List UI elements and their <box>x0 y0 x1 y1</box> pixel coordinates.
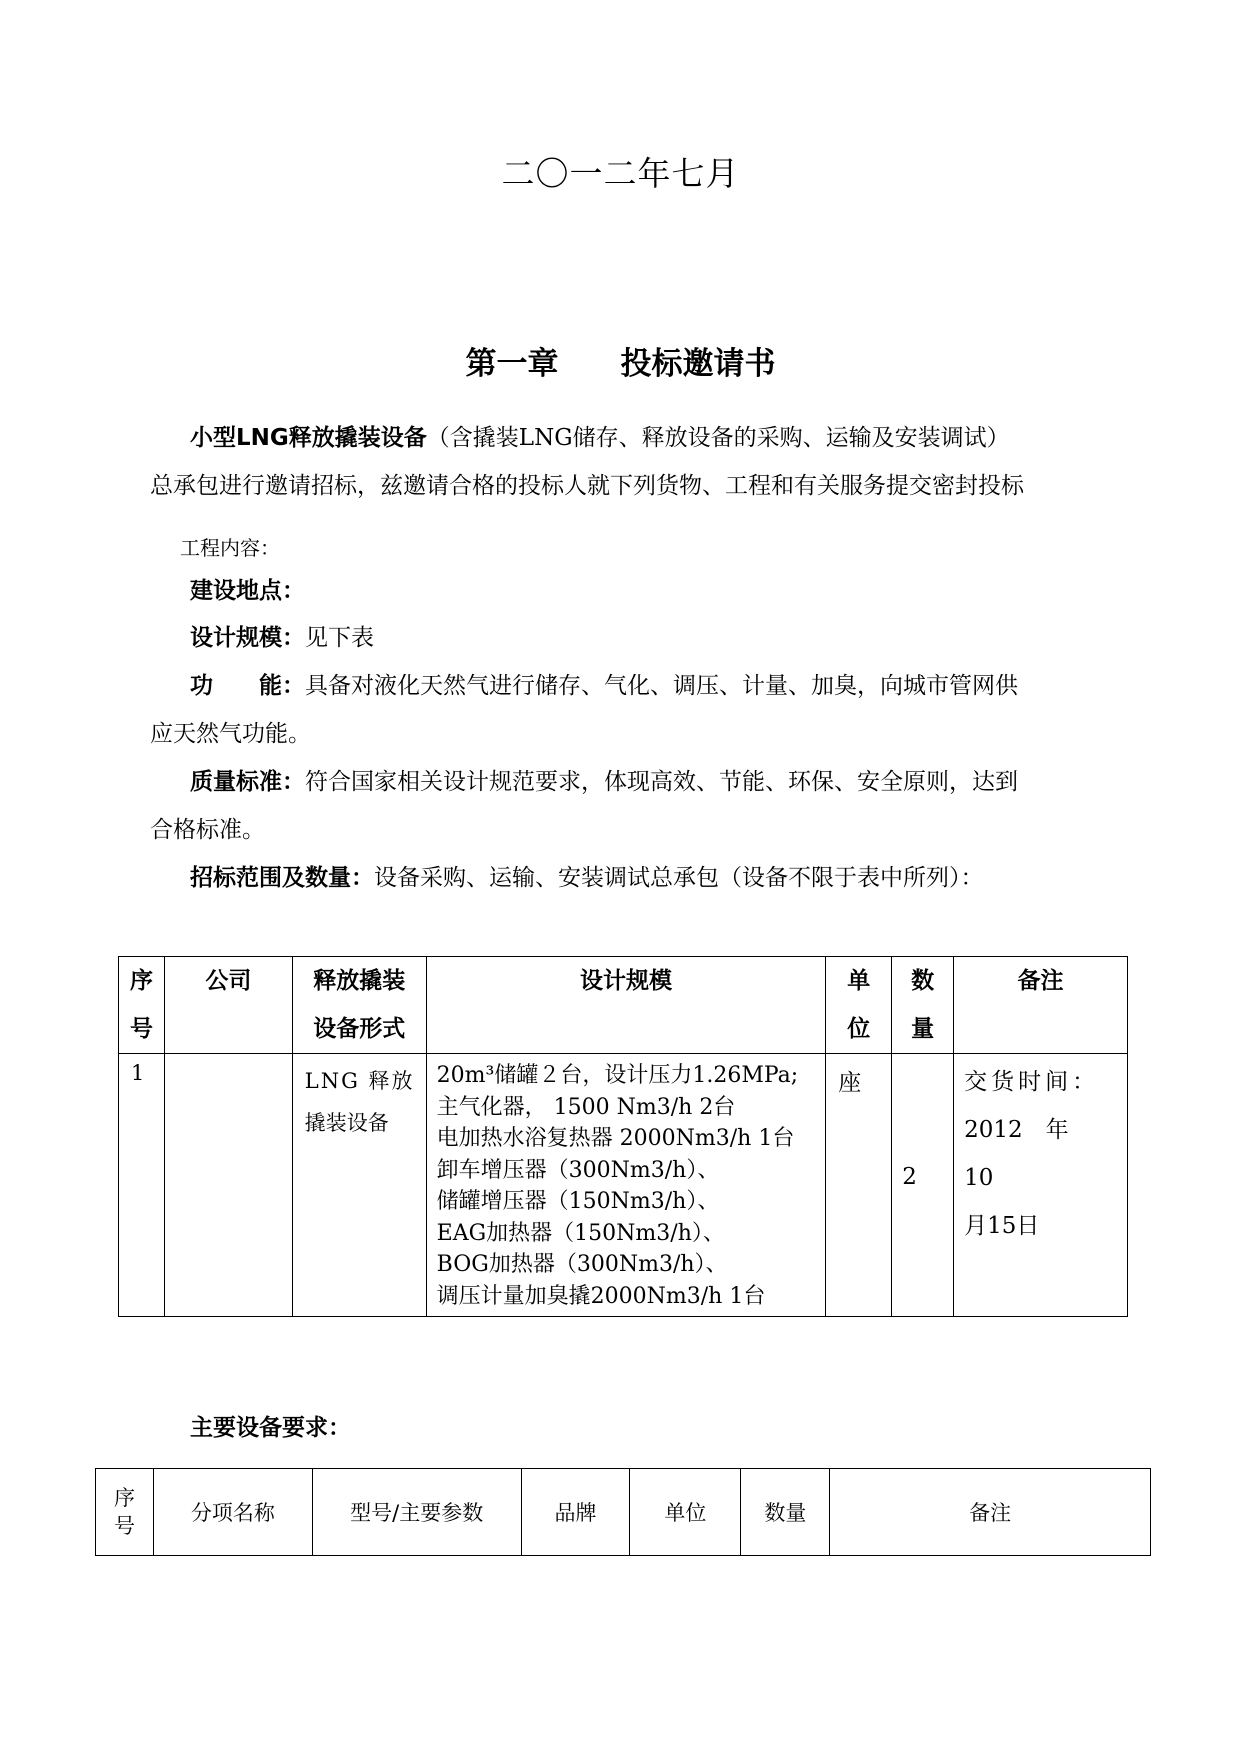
header-unit: 单位 <box>630 1469 741 1556</box>
scale-label: 设计规模： <box>190 625 305 651</box>
chapter-title: 投标邀请书 <box>620 346 776 382</box>
header-name: 分项名称 <box>153 1469 312 1556</box>
table-row <box>119 1054 1128 1317</box>
intro-bold: 小型LNG释放撬装设备 <box>190 425 427 451</box>
function-text-1: 具备对液化天然气进行储存、气化、调压、计量、加臭，向城市管网供 <box>305 673 1018 699</box>
header-remark: 备注 <box>830 1469 1151 1556</box>
scale-value: 见下表 <box>305 625 374 651</box>
function-text-2: 应天然气功能。 <box>150 721 311 747</box>
location-row <box>190 571 305 611</box>
header-qty: 数 量 <box>892 957 954 1054</box>
quality-row <box>190 762 1150 802</box>
intro-rest: （含撬装LNG储存、释放设备的采购、运输及安装调试） <box>426 425 1010 451</box>
cell-form: LNG 释放 撬装设备 <box>292 1054 426 1317</box>
header-brand: 品牌 <box>521 1469 630 1556</box>
project-content-label: 工程内容： <box>180 536 280 560</box>
function-row <box>190 666 1150 706</box>
scope-value: 设备采购、运输、安装调试总承包（设备不限于表中所列）： <box>374 865 984 891</box>
scope-label: 招标范围及数量： <box>190 865 374 891</box>
header-scale: 设计规模 <box>426 957 826 1054</box>
cell-scale: 20m³储罐２台，设计压力1.26MPa; 主气化器， 1500 Nm3/h 2台 电加热水浴复热器 2000Nm3/h 1台 卸车增压器（300Nm3/h）、 储罐增压器（150Nm3/h）、 EAG加热器（150Nm3/h）、 BOG加热器（300Nm3/h）、 调压计量加臭撬2000Nm3/h 1台 <box>426 1054 826 1317</box>
intro-line-2: 总承包进行邀请招标，兹邀请合格的投标人就下列货物、工程和有关服务提交密封投标 <box>150 473 1024 499</box>
date-heading: 二〇一二年七月 <box>501 154 740 193</box>
function-label: 功 能： <box>190 673 305 699</box>
table-header-row <box>96 1469 1151 1556</box>
header-company: 公司 <box>164 957 292 1054</box>
location-label: 建设地点： <box>190 578 305 604</box>
scope-row <box>190 858 1150 898</box>
table-header-row <box>119 957 1128 1054</box>
header-unit: 单 位 <box>826 957 892 1054</box>
cell-seq: 1 <box>119 1054 165 1317</box>
header-model: 型号/主要参数 <box>312 1469 521 1556</box>
header-seq: 序 号 <box>119 957 165 1054</box>
quality-label: 质量标准： <box>190 769 305 795</box>
header-remark: 备注 <box>954 957 1128 1054</box>
scale-row <box>190 618 374 658</box>
cell-remark: 交货时间： 2012 年 10 月15日 <box>954 1054 1128 1317</box>
header-qty: 数量 <box>741 1469 830 1556</box>
chapter-number: 第一章 <box>465 346 559 382</box>
header-seq: 序 号 <box>96 1469 154 1556</box>
intro-line-1 <box>190 418 1150 458</box>
cell-qty: 2 <box>892 1054 954 1317</box>
header-form: 释放撬装 设备形式 <box>292 957 426 1054</box>
equipment-table <box>95 1468 1151 1556</box>
quality-text-1: 符合国家相关设计规范要求，体现高效、节能、环保、安全原则，达到 <box>305 769 1018 795</box>
main-equipment-label: 主要设备要求： <box>190 1415 351 1441</box>
cell-unit: 座 <box>826 1054 892 1317</box>
cell-company <box>164 1054 292 1317</box>
scope-table <box>118 956 1128 1317</box>
quality-text-2: 合格标准。 <box>150 817 265 843</box>
chapter-heading <box>0 338 1241 383</box>
